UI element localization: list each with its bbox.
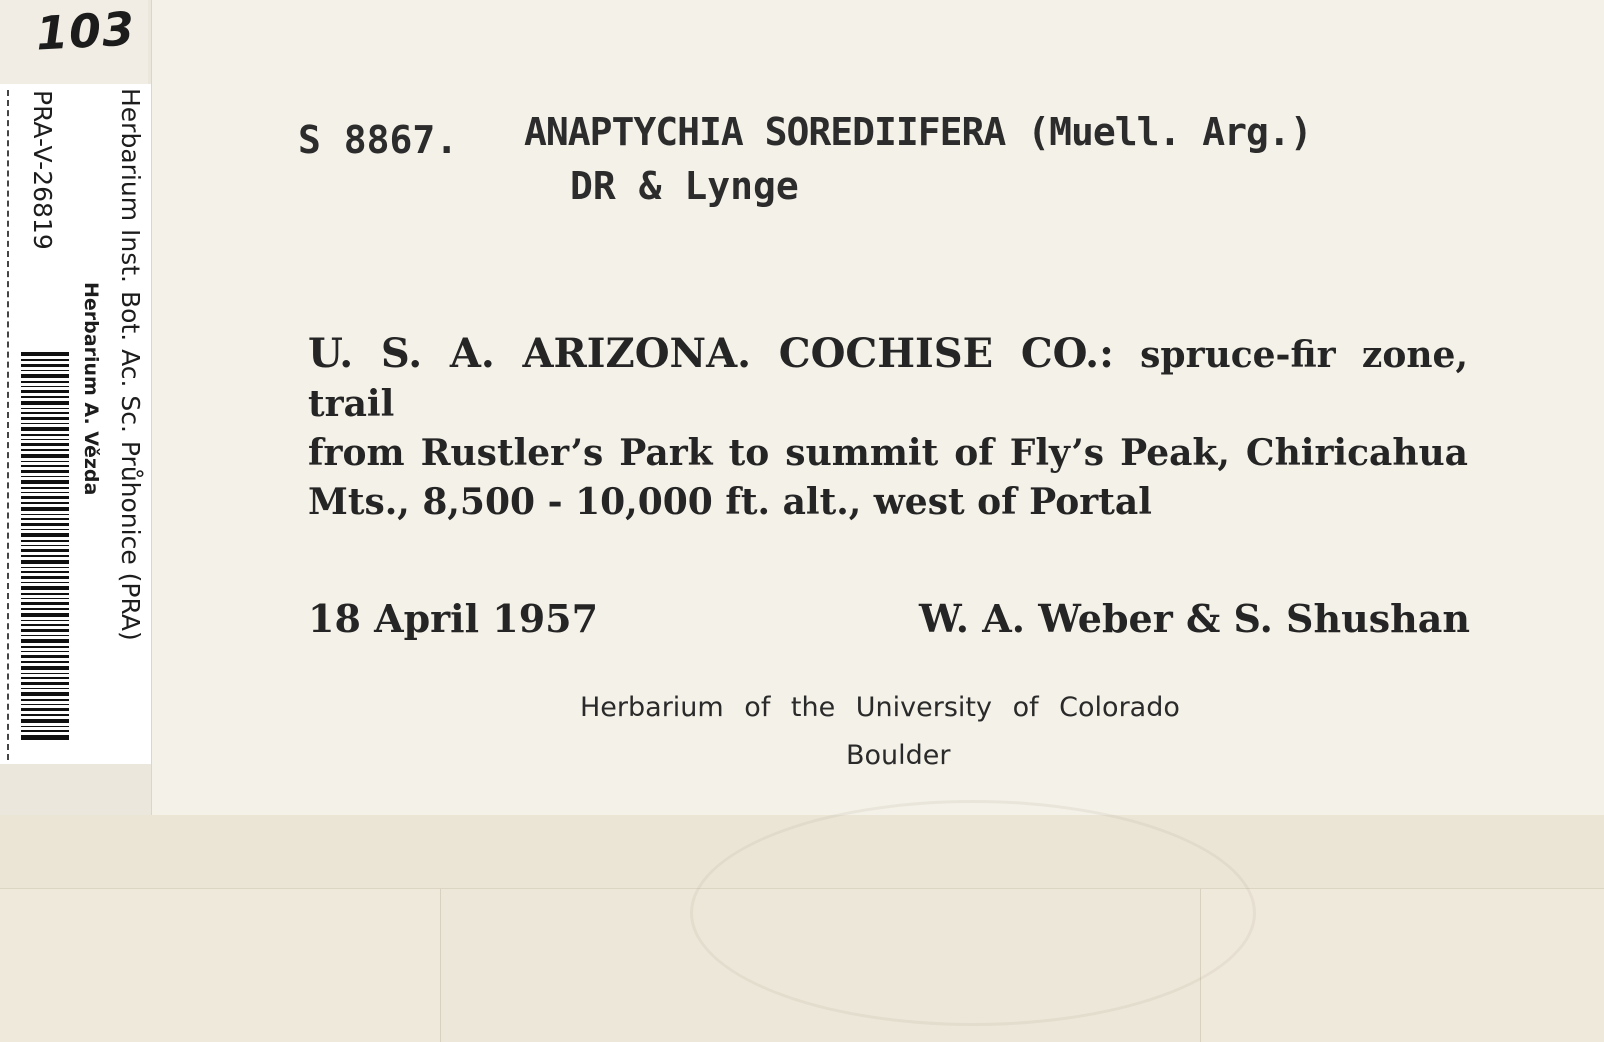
envelope-flap-left xyxy=(0,888,440,1042)
institution-city: Boulder xyxy=(846,740,951,771)
handwritten-number: 103 xyxy=(34,1,137,61)
herbarium-strip xyxy=(0,0,152,815)
locality-line-1-text: spruce-fir zone, trail xyxy=(308,334,1468,425)
taxon-name: ANAPTYCHIA SOREDIIFERA (Muell. Arg.) xyxy=(524,110,1312,154)
locality-line-3: Mts., 8,500 - 10,000 ft. alt., west of Portal xyxy=(308,481,1152,523)
locality-block xyxy=(308,329,1468,527)
specimen-number: S 8867. xyxy=(298,118,459,162)
cut-line xyxy=(7,90,9,760)
collectors: W. A. Weber & S. Shushan xyxy=(919,596,1470,641)
taxon-authors: DR & Lynge xyxy=(570,164,799,208)
barcode xyxy=(21,352,69,740)
locality-lead: U. S. A. ARIZONA. COCHISE CO.: xyxy=(308,330,1114,377)
locality-line-1 xyxy=(308,329,1468,429)
locality-line-2: from Rustler’s Park to summit of Fly’s Peak, Chiricahua xyxy=(308,432,1468,474)
faint-stamp-shadow xyxy=(690,800,1256,1026)
institution-name: Herbarium of the University of Colorado xyxy=(580,692,1180,723)
collection-line: Herbarium A. Vězda xyxy=(80,282,102,496)
accession-number: PRA-V-26819 xyxy=(28,90,57,250)
envelope-flap-right xyxy=(1200,888,1604,1042)
collection-date: 18 April 1957 xyxy=(308,596,599,641)
institution-line: Herbarium Inst. Bot. Ac. Sc. Průhonice (PRA) xyxy=(116,88,145,641)
